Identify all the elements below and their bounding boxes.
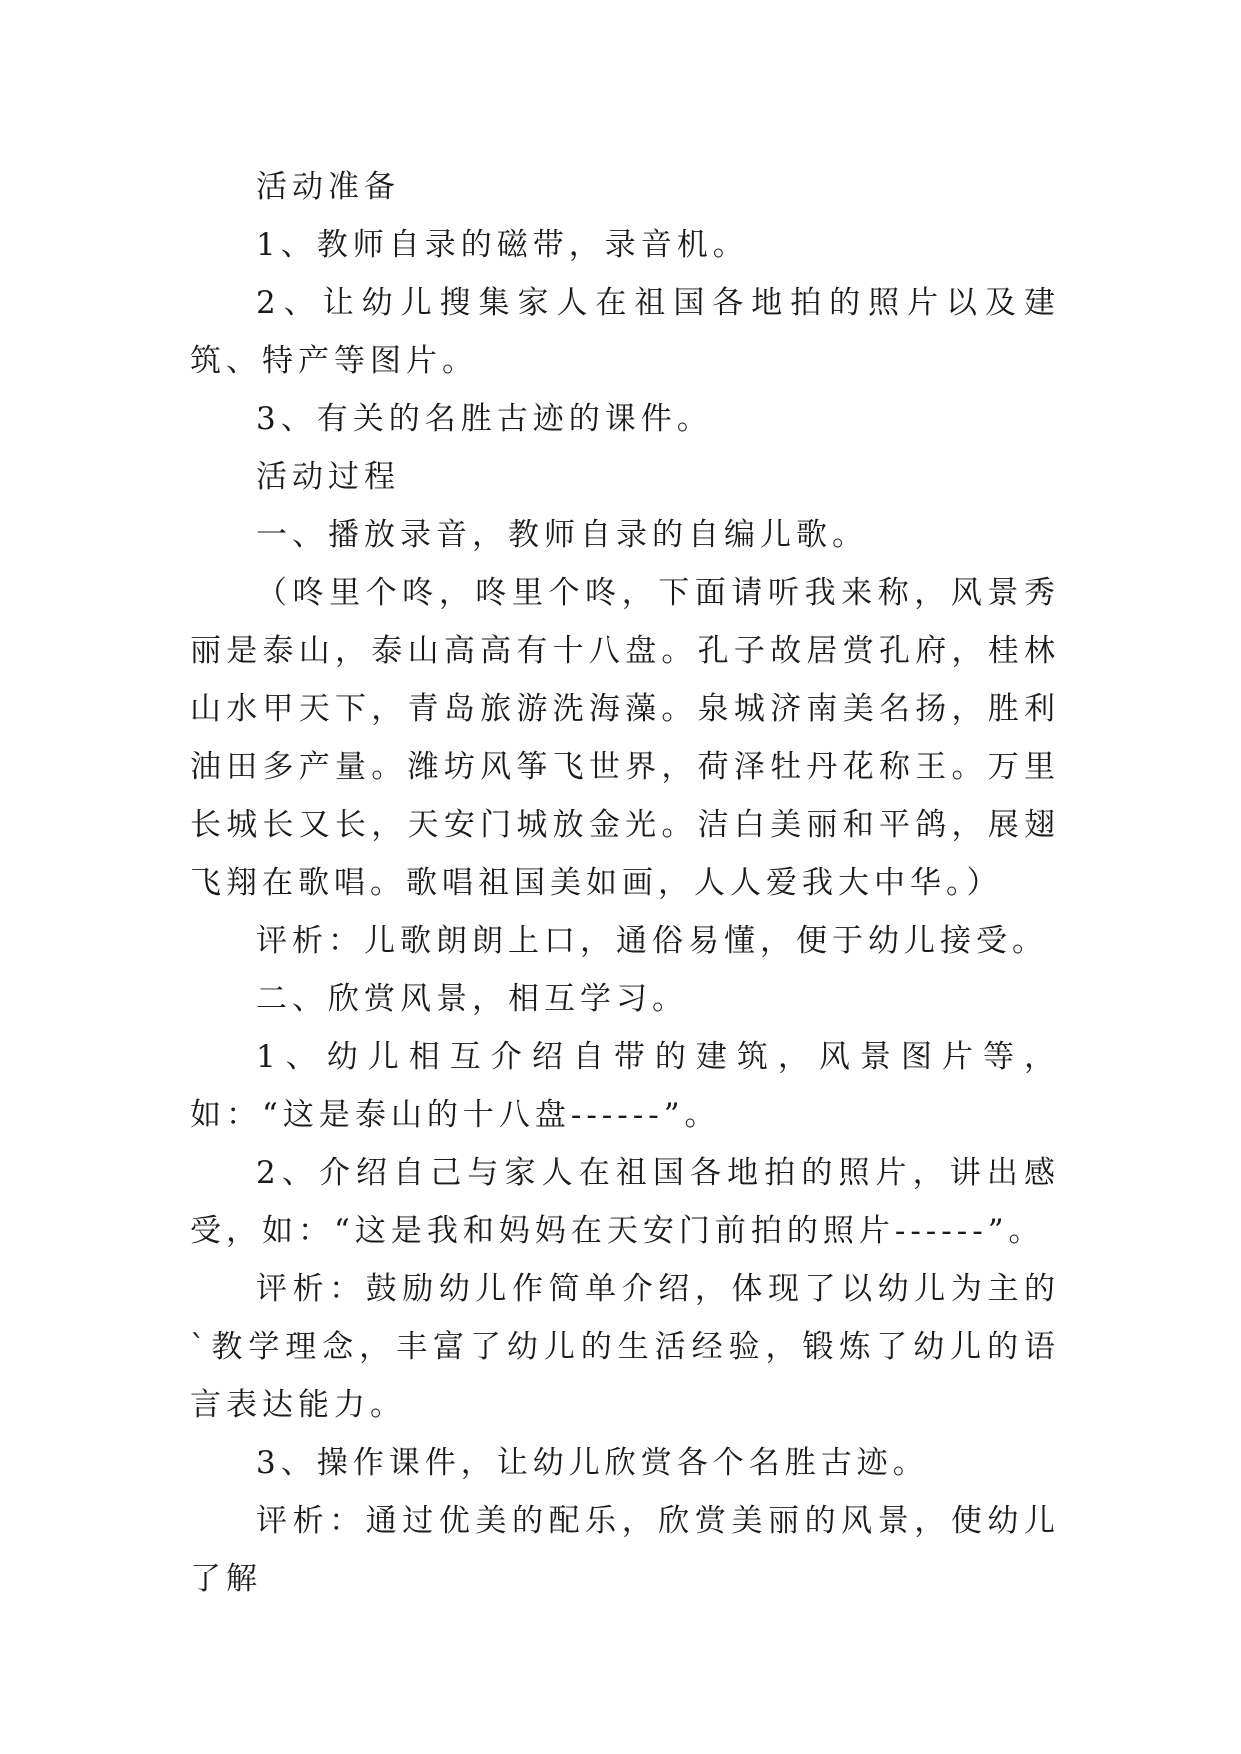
paragraph: 3、有关的名胜古迹的课件。 xyxy=(256,401,713,437)
document-body xyxy=(190,158,1060,1608)
nursery-rhyme-paragraph: （咚里个咚，咚里个咚，下面请听我来称，风景秀丽是泰山，泰山高高有十八盘。孔子故居赏孔府，桂林山水甲天下，青岛旅游洗海藻。泉城济南美名扬，胜利油田多产量。潍坊风筝飞世界，荷泽牡丹花称王。万里长城长又长，天安门城放金光。洁白美丽和平鸽，展翅飞翔在歌唱。歌唱祖国美如画，人人爱我大中华。） xyxy=(190,575,1060,901)
paragraph: 一、播放录音，教师自录的自编儿歌。 xyxy=(256,517,868,553)
analysis-paragraph: 评析：儿歌朗朗上口，通俗易懂，便于幼儿接受。 xyxy=(256,923,1048,959)
section-heading-process: 活动过程 xyxy=(256,459,400,495)
paragraph: 1、幼儿相互介绍自带的建筑，风景图片等，如：“这是泰山的十八盘------”。 xyxy=(190,1039,1060,1133)
analysis-paragraph: 评析：鼓励幼儿作简单介绍，体现了以幼儿为主的`教学理念，丰富了幼儿的生活经验，锻炼了幼儿的语言表达能力。 xyxy=(190,1271,1060,1423)
paragraph: 二、欣赏风景，相互学习。 xyxy=(256,981,688,1017)
section-heading-preparation: 活动准备 xyxy=(256,169,400,205)
paragraph: 2、让幼儿搜集家人在祖国各地拍的照片以及建筑、特产等图片。 xyxy=(190,285,1060,379)
analysis-paragraph: 评析：通过优美的配乐，欣赏美丽的风景，使幼儿了解 xyxy=(190,1503,1060,1597)
paragraph: 2、介绍自己与家人在祖国各地拍的照片，讲出感受，如：“这是我和妈妈在天安门前拍的照片------”。 xyxy=(190,1155,1060,1249)
paragraph: 1、教师自录的磁带，录音机。 xyxy=(256,227,749,263)
paragraph: 3、操作课件，让幼儿欣赏各个名胜古迹。 xyxy=(256,1445,929,1481)
